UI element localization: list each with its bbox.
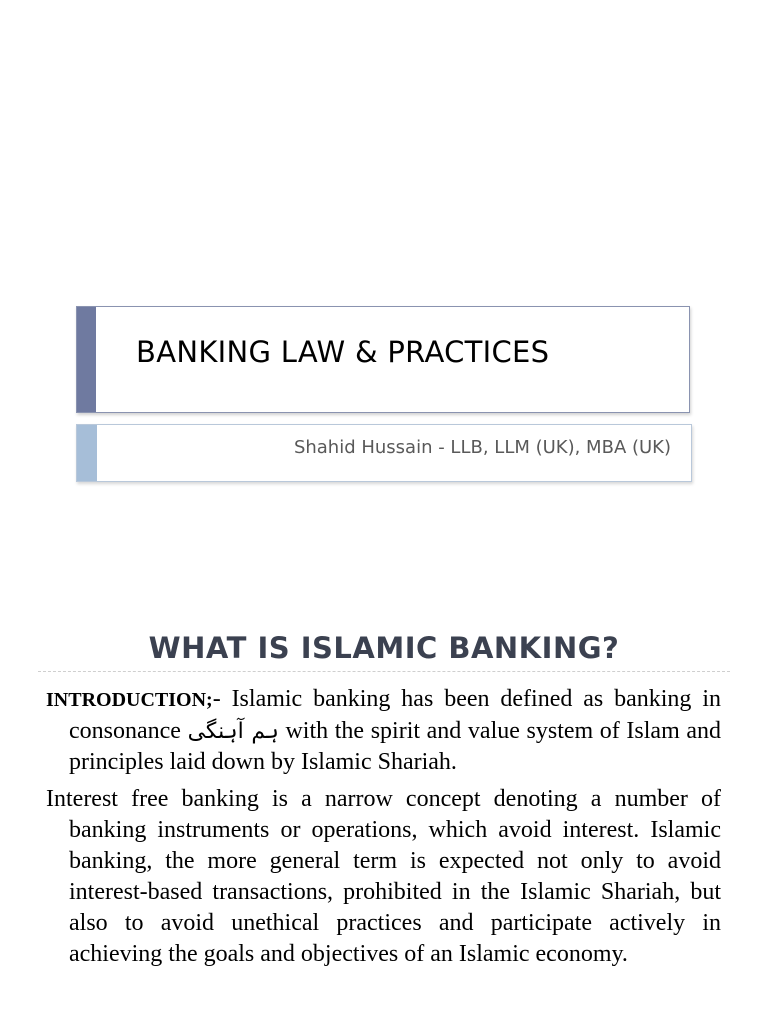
title-box [76,306,690,413]
heading-divider [38,671,730,672]
intro-label: INTRODUCTION; [46,689,213,711]
intro-text-start: - Islamic banking has been defined as banking in consonance [69,686,721,744]
intro-text-end: with the spirit and value system of Islam and principles laid down by Islamic Shariah. [69,718,722,775]
presenter-credentials: Shahid Hussain - LLB, LLM (UK), MBA (UK) [293,437,671,458]
urdu-term: ہم آہنگی [187,719,279,744]
subtitle-accent-bar [77,425,97,481]
slide-heading: WHAT IS ISLAMIC BANKING? [148,631,620,665]
intro-paragraph [46,684,721,778]
interest-free-paragraph: Interest free banking is a narrow concept denoting a number of banking instruments or operations, which avoid interest. Islamic banking, the more general term is expected not only to avoid interest-based transactions, prohibited in the Islamic Shariah, but also to avoid unethical practices and participate actively in achieving the goals and objectives of an Islamic economy. [46,786,721,967]
presentation-title: BANKING LAW & PRACTICES [136,335,550,369]
content-slide [0,576,768,1024]
title-accent-bar [77,307,96,412]
subtitle-box [76,424,692,482]
